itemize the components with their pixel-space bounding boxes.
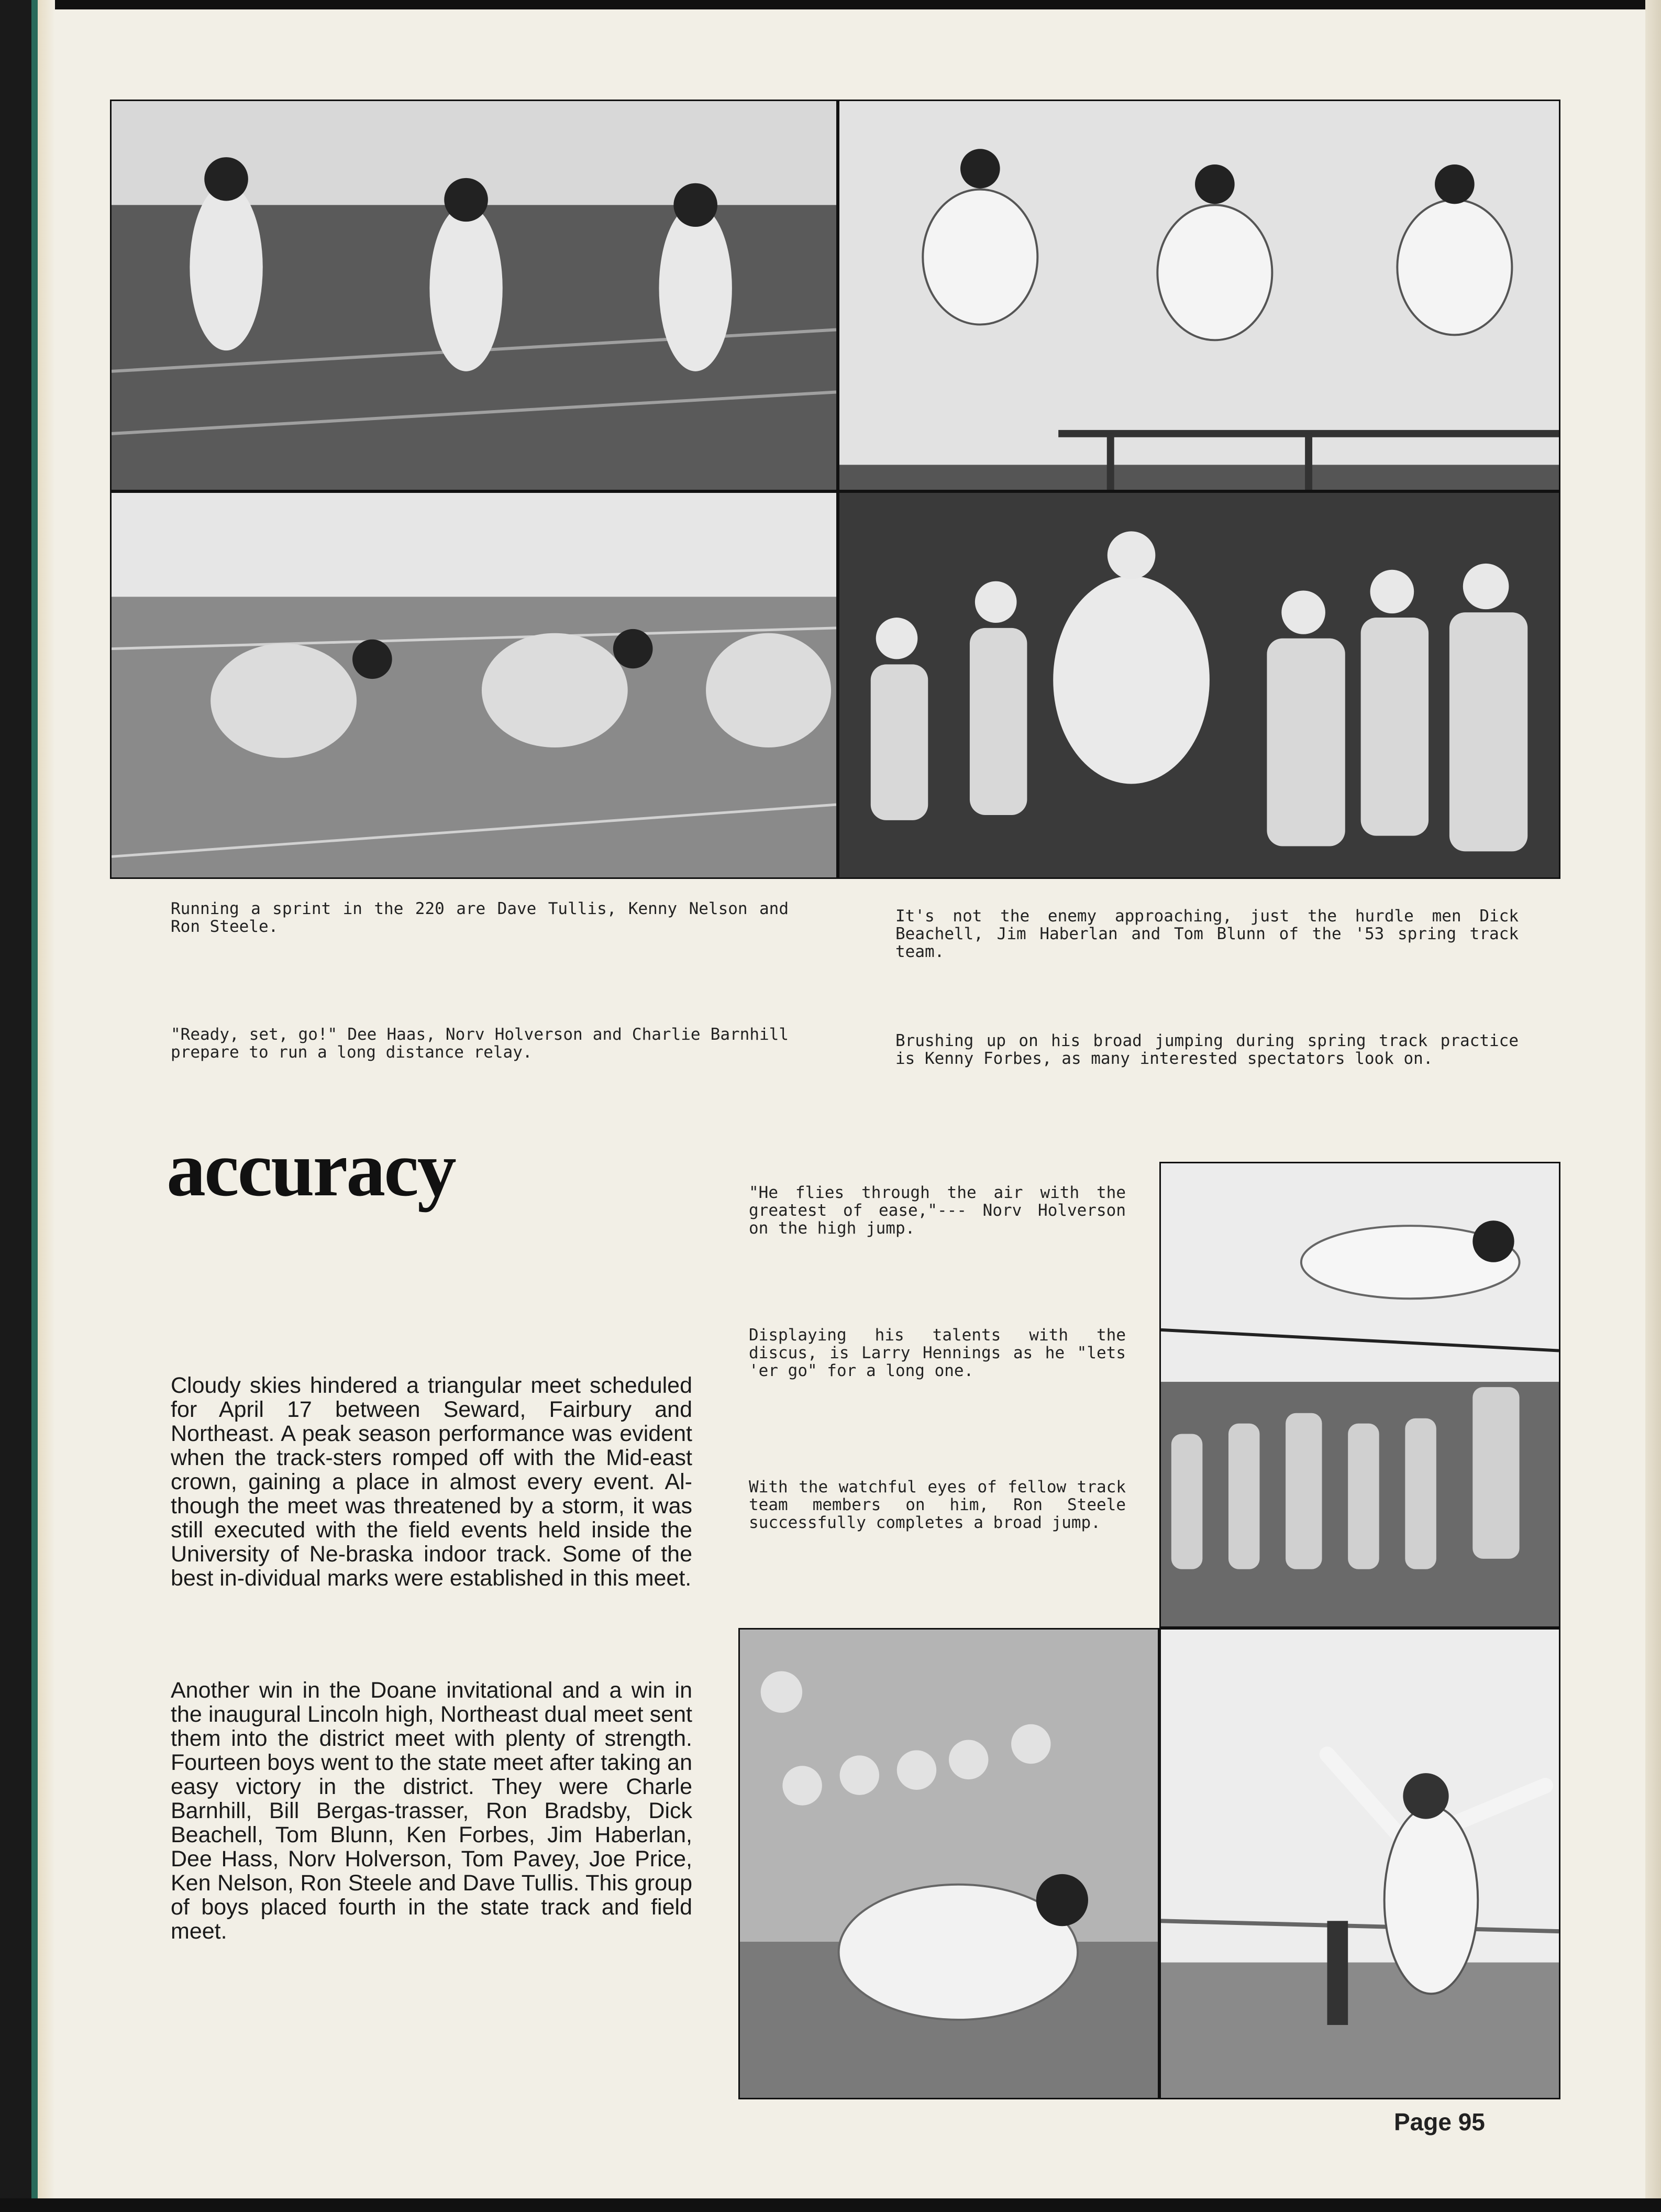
body-paragraph-2: Another win in the Doane invitational and a win in the inaugural Lincoln high, Northeast dual meet sent them into the district meet with plenty of strength. Fourteen boys went to the state meet after taking an easy victory in the district. They were Charle Barnhill, Bill Bergas-trasser, Ron Bradsby, Dick Beachell, Tom Blunn, Ken Forbes, Jim Haberlan, Dee Hass, Norv Holverson, Tom Pavey, Joe Price, Ken Nelson, Ron Steele and Dave Tullis. This group of boys placed fourth in the state track and field meet. — [171, 1678, 692, 1944]
section-heading: accuracy — [167, 1126, 455, 1213]
caption-hurdles: It's not the enemy approaching, just the hurdle men Dick Beachell, Jim Haberlan and Tom Blunn of the '53 spring track team. — [895, 907, 1519, 961]
top-edge — [0, 0, 1661, 9]
photo-sprint — [110, 100, 838, 491]
photo-relay — [110, 491, 838, 879]
photo-hurdles — [838, 100, 1560, 491]
bottom-edge — [0, 2198, 1661, 2212]
caption-relay: "Ready, set, go!" Dee Haas, Norv Holverson and Charlie Barnhill prepare to run a long distance relay. — [171, 1025, 789, 1062]
caption-discus: Displaying his talents with the discus, is Larry Hennings as he "lets 'er go" for a long one. — [749, 1326, 1126, 1380]
photo-high-jump — [1159, 1162, 1560, 1628]
photo-broad-jump-forbes — [838, 491, 1560, 879]
body-paragraph-1: Cloudy skies hindered a triangular meet scheduled for April 17 between Seward, Fairbury and Northeast. A peak season performance was evident when the track-sters romped off with the Mid-east crown, gaining a place in almost every event. Al-though the meet was threatened by a storm, it was still executed with the field events held inside the University of Ne-braska indoor track. Some of the best in-dividual marks were established in this meet. — [171, 1373, 692, 1591]
caption-high-jump: "He flies through the air with the greatest of ease,"--- Norv Holverson on the high jump. — [749, 1183, 1126, 1238]
photo-broad-jump-steele — [738, 1628, 1159, 2099]
photo-discus — [1159, 1628, 1560, 2099]
caption-broad-jump-forbes: Brushing up on his broad jumping during spring track practice is Kenny Forbes, as many interested spectators look on. — [895, 1031, 1519, 1068]
caption-sprint: Running a sprint in the 220 are Dave Tullis, Kenny Nelson and Ron Steele. — [171, 899, 789, 936]
page-number: Page 95 — [1394, 2108, 1485, 2136]
page-edge — [1645, 0, 1661, 2212]
binding-edge — [0, 0, 55, 2212]
caption-broad-jump-steele: With the watchful eyes of fellow track team members on him, Ron Steele successfully completes a broad jump. — [749, 1478, 1126, 1532]
